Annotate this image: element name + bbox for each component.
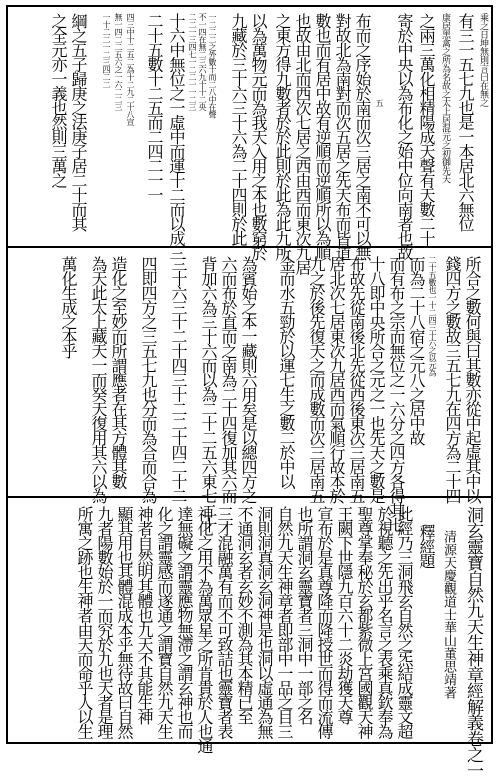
text-column: 達無礙之謂靈應物無滯之謂玄神也而	[175, 506, 194, 738]
text-column: 自然九天生神章者即部中一品之目三	[275, 506, 294, 738]
text-column: 化之謂靈感而遂通之謂寶自然九天生	[155, 506, 174, 738]
text-column: 洞則洞真洞玄洞神是也洞以虛通為無	[255, 506, 274, 738]
text-column: 康居黑禽之所為名故之太上居混元之初御先天	[440, 13, 450, 183]
text-column: 乘之日坤無則言曰在無之	[478, 13, 488, 107]
section-heading: 釋經題	[417, 524, 436, 568]
text-column: 所寓之跡也生神者由天而命乎人以生	[75, 506, 94, 738]
annotation-column: 四三中十二五二為十二九二十八宣	[126, 13, 135, 126]
text-column: 神化之用不為萬眾星之所肯貴於人也通	[195, 506, 214, 753]
text-column: 王闕下世隱九百六十二炎劫獲天尊	[335, 506, 354, 724]
text-column: 布而之序始於南而次三居之南不可以無	[353, 13, 372, 260]
annotation-column: 二二一三四七一二二一一二三	[188, 13, 197, 111]
text-column: 布故先從南後北先從西後東次三居南五	[347, 256, 366, 503]
annotation-column: 不一四在無二三六九十十二央	[198, 13, 207, 111]
text-column: 三十六三十二十四三十二二十四二十二	[169, 256, 188, 503]
chapter-title: 洞玄靈寶自然九天生神章經解義卷之一	[463, 506, 483, 778]
text-column: 對故北為南對而次五居之先天布而皆道	[333, 13, 352, 260]
text-column: 造化之至妙而所謂應者在其方體其數	[109, 256, 128, 488]
text-column: 九之於後先復天之而成數而次三居南五	[307, 256, 326, 503]
text-column: 四即四方之三五七九也分而為合而合為	[139, 256, 158, 503]
text-column: 九藏於三十六三十六為二十四則於此	[229, 13, 248, 245]
author-line: 清源天慶觀道士華山董思靖著	[441, 530, 456, 699]
bottom-panel	[8, 500, 491, 778]
text-column: 也所謂洞玄靈寶者三洞中一部之名	[295, 506, 314, 724]
text-column: 九者陽數始於一而究於九也天者是理	[95, 506, 114, 738]
text-column: 數也而有居中故有逆順而逆順所以為順	[313, 13, 332, 260]
text-column: 宣布於是真尊降而降授世而得而流傳	[315, 506, 334, 738]
text-column: 之兩三萬化相精陽成天聲有天數二十	[417, 13, 436, 245]
annotation-column: 二十五數也一十二四三十六之以元為	[428, 256, 437, 376]
text-column: 而有布之宗而無位之一六分之四方各得其七	[387, 256, 406, 532]
text-column: 為天此太上藏天一而癸天復用其六以為	[89, 256, 108, 503]
annotation-column: 一二二二之外數十而二八中在聲	[208, 13, 217, 118]
text-column: 而為二十八宿之元八之居中故	[407, 256, 426, 445]
text-column: 神者自然明其體也九天不其能生神	[135, 506, 154, 724]
text-column: 不通洞玄者玄妙不測為其本精已至	[235, 506, 254, 724]
text-column: 錢四方之數故三五七九在四方為二十四	[443, 256, 462, 503]
text-column: 此經乃三洞飛玄自然之炁結成靈文超	[395, 506, 414, 738]
text-column: 二十五數十二五而二四二一一	[145, 13, 164, 202]
text-column: 三才混融萬有而不可致詰也靈寶者表	[215, 506, 234, 738]
page-marker: 五	[375, 99, 384, 107]
text-column: 居北次七居東次九居西而氣順行故本於	[327, 256, 346, 503]
text-column: 綱之五子歸庚之法庚子居二十而其	[69, 13, 88, 231]
text-column: 十六中無位之一虛中而運十二而以成三	[167, 13, 186, 260]
text-column: 萬化生成之本乎	[59, 256, 78, 358]
text-column: 以為萬物元而為我天入用之本也數窮於	[249, 13, 268, 260]
middle-panel	[8, 250, 491, 532]
text-column: 之全元亦一義也然則三萬之	[49, 13, 68, 187]
text-column: 有三一五七九也是一本居北六無位	[456, 13, 475, 231]
text-column: 六而布於直而之南為二十四復加其六而	[219, 256, 238, 503]
top-panel	[8, 7, 491, 274]
text-column: 背加六為三十六而以為二十二五六東七二十	[199, 256, 218, 532]
text-column: 所合之數何與曰其數亦從中起虛其中以	[463, 256, 482, 503]
text-column: 也故由北而西次七居之西由西而東次九居	[293, 13, 312, 274]
text-column: 寄於中央以為布化之始中位向南者也故	[395, 13, 414, 260]
text-column: 聖尊掌奉秘於玄都紫微上宮國觀天神	[355, 506, 374, 738]
annotation-column: 一十二二一二三四二二	[102, 13, 111, 88]
annotation-column: 無一四二二五六之一六二二三	[114, 13, 123, 111]
text-column: 為賓始之本一藏則六用矣是以總四方之	[239, 256, 258, 503]
text-column: 於視聽之先出乎名言之表乘真欽奉為	[375, 506, 394, 738]
text-column: 顯其用也其體混成本乎無待故曰自然	[115, 506, 134, 738]
text-column: 十八即中央所合之元之一也先天之數是	[367, 256, 386, 503]
text-column: 金而水五勁於以運七生之數二於中以	[277, 256, 296, 488]
text-column: 之東方得九數者於於此則於此為此九所	[273, 13, 292, 260]
